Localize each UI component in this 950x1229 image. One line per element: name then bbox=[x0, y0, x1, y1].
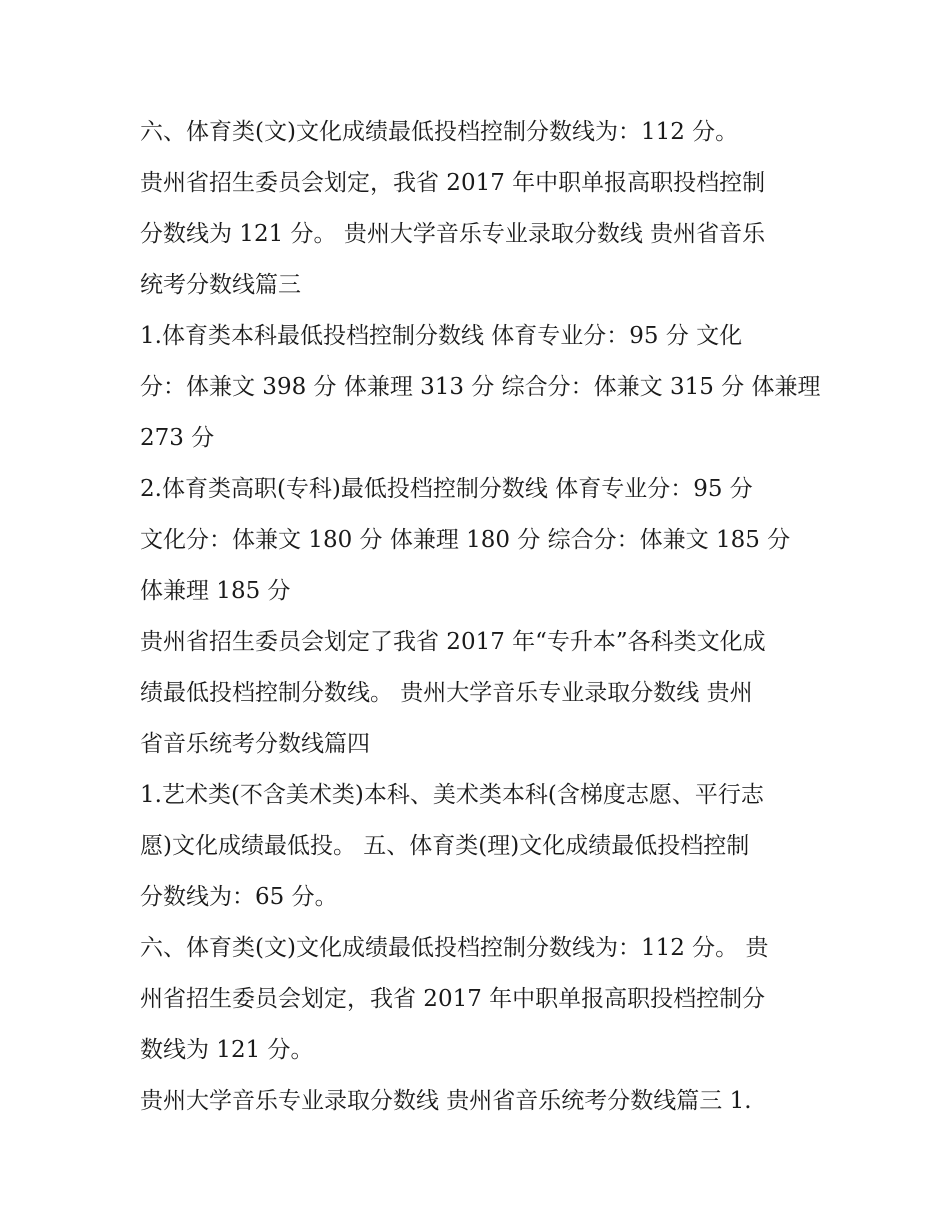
text-line: 分：体兼文 398 分 体兼理 313 分 综合分：体兼文 315 分 体兼理 bbox=[140, 374, 821, 400]
document-body bbox=[140, 107, 820, 1127]
text-line: 1.体育类本科最低投档控制分数线 体育专业分：95 分 文化 bbox=[140, 323, 743, 349]
text-line: 省音乐统考分数线篇四 bbox=[140, 731, 370, 757]
text-line: 分数线为：65 分。 bbox=[140, 884, 338, 910]
text-line: 1.艺术类(不含美术类)本科、美术类本科(含梯度志愿、平行志 bbox=[140, 782, 764, 808]
text-line: 六、体育类(文)文化成绩最低投档控制分数线为：112 分。 贵 bbox=[140, 935, 769, 961]
text-line: 绩最低投档控制分数线。 贵州大学音乐专业录取分数线 贵州 bbox=[140, 680, 753, 706]
text-line: 数线为 121 分。 bbox=[140, 1037, 314, 1063]
text-line: 州省招生委员会划定，我省 2017 年中职单报高职投档控制分 bbox=[140, 986, 766, 1012]
text-line: 六、体育类(文)文化成绩最低投档控制分数线为：112 分。 bbox=[140, 119, 739, 145]
text-line: 体兼理 185 分 bbox=[140, 578, 291, 604]
text-line: 文化分：体兼文 180 分 体兼理 180 分 综合分：体兼文 185 分 bbox=[140, 527, 791, 553]
text-line: 273 分 bbox=[140, 425, 215, 451]
text-line: 贵州大学音乐专业录取分数线 贵州省音乐统考分数线篇三 1. bbox=[140, 1088, 752, 1114]
text-line: 分数线为 121 分。 贵州大学音乐专业录取分数线 贵州省音乐 bbox=[140, 221, 766, 247]
text-line: 贵州省招生委员会划定，我省 2017 年中职单报高职投档控制 bbox=[140, 170, 766, 196]
text-line: 2.体育类高职(专科)最低投档控制分数线 体育专业分：95 分 bbox=[140, 476, 753, 502]
text-line: 愿)文化成绩最低投。 五、体育类(理)文化成绩最低投档控制 bbox=[140, 833, 750, 859]
text-line: 统考分数线篇三 bbox=[140, 272, 301, 298]
text-line: 贵州省招生委员会划定了我省 2017 年“专升本”各科类文化成 bbox=[140, 629, 766, 655]
